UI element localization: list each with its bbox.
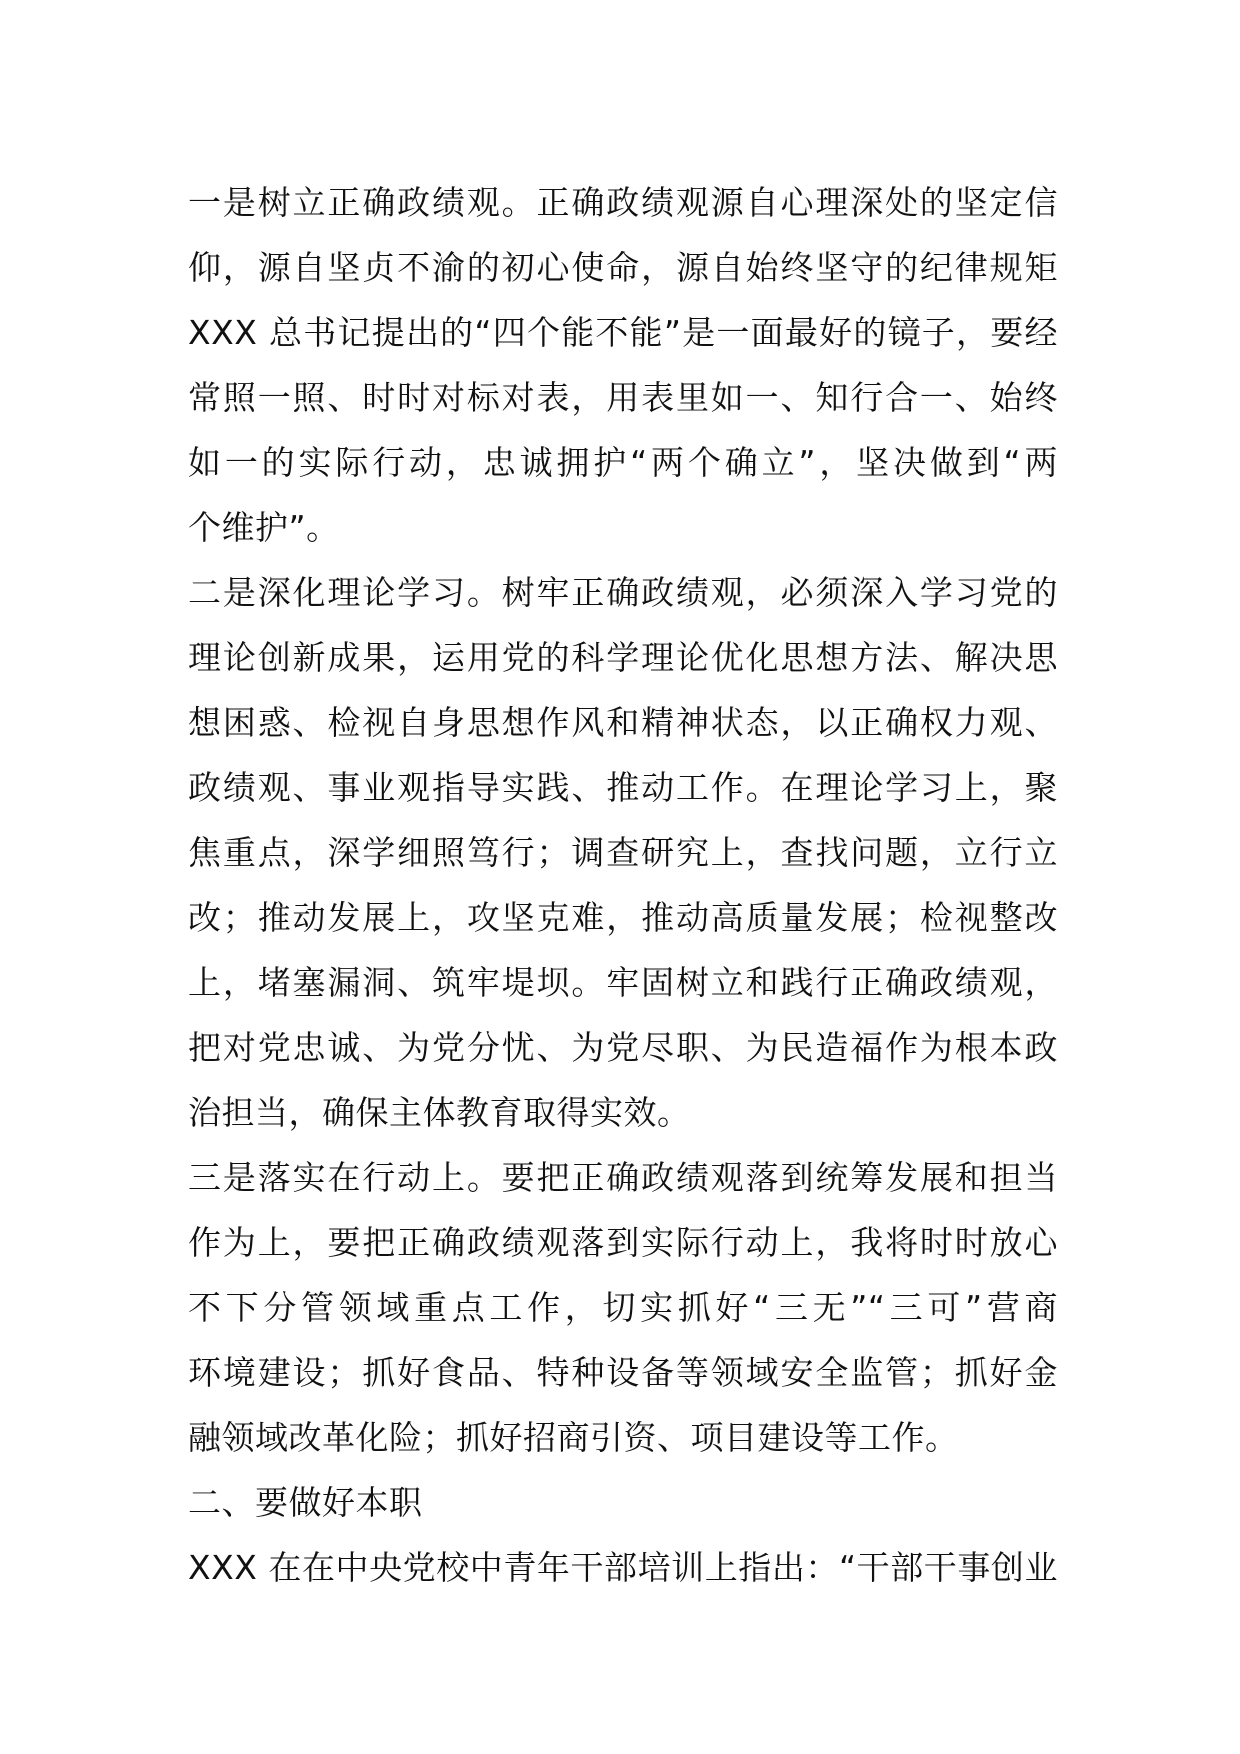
paragraph-4 bbox=[188, 1535, 1058, 1600]
paragraph-3 bbox=[188, 1145, 1058, 1470]
heading-line: 二、要做好本职 bbox=[188, 1483, 423, 1522]
text-line: 不下分管领域重点工作，切实抓好“三无”“三可”营商 bbox=[188, 1288, 1058, 1327]
paragraph-2 bbox=[188, 560, 1058, 1145]
text-line: 政绩观、事业观指导实践、推动工作。在理论学习上，聚 bbox=[188, 768, 1058, 807]
text-line: XXX 总书记提出的“四个能不能”是一面最好的镜子，要经 bbox=[188, 313, 1058, 352]
text-line: 常照一照、时时对标对表，用表里如一、知行合一、始终 bbox=[188, 378, 1058, 417]
text-line: 个维护”。 bbox=[188, 508, 340, 547]
text-line: 改；推动发展上，攻坚克难，推动高质量发展；检视整改 bbox=[188, 898, 1058, 937]
text-line: 二是深化理论学习。树牢正确政绩观，必须深入学习党的 bbox=[188, 573, 1058, 612]
text-line: 作为上，要把正确政绩观落到实际行动上，我将时时放心 bbox=[188, 1223, 1058, 1262]
text-line: 三是落实在行动上。要把正确政绩观落到统筹发展和担当 bbox=[188, 1158, 1058, 1197]
text-line: 环境建设；抓好食品、特种设备等领域安全监管；抓好金 bbox=[188, 1353, 1058, 1392]
text-line: 想困惑、检视自身思想作风和精神状态，以正确权力观、 bbox=[188, 703, 1058, 742]
paragraph-1 bbox=[188, 170, 1058, 560]
text-line: 仰，源自坚贞不渝的初心使命，源自始终坚守的纪律规矩 bbox=[188, 248, 1058, 287]
document-body bbox=[188, 170, 1058, 1600]
section-heading bbox=[188, 1470, 1058, 1535]
text-line: XXX 在在中央党校中青年干部培训上指出：“干部干事创业 bbox=[188, 1548, 1058, 1587]
text-line: 把对党忠诚、为党分忧、为党尽职、为民造福作为根本政 bbox=[188, 1028, 1058, 1067]
text-line: 焦重点，深学细照笃行；调查研究上，查找问题，立行立 bbox=[188, 833, 1058, 872]
text-line: 理论创新成果，运用党的科学理论优化思想方法、解决思 bbox=[188, 638, 1058, 677]
text-line: 如一的实际行动，忠诚拥护“两个确立”，坚决做到“两 bbox=[188, 443, 1058, 482]
text-line: 一是树立正确政绩观。正确政绩观源自心理深处的坚定信 bbox=[188, 183, 1058, 222]
text-line: 治担当，确保主体教育取得实效。 bbox=[188, 1093, 691, 1132]
text-line: 上，堵塞漏洞、筑牢堤坝。牢固树立和践行正确政绩观， bbox=[188, 963, 1058, 1002]
text-line: 融领域改革化险；抓好招商引资、项目建设等工作。 bbox=[188, 1418, 959, 1457]
